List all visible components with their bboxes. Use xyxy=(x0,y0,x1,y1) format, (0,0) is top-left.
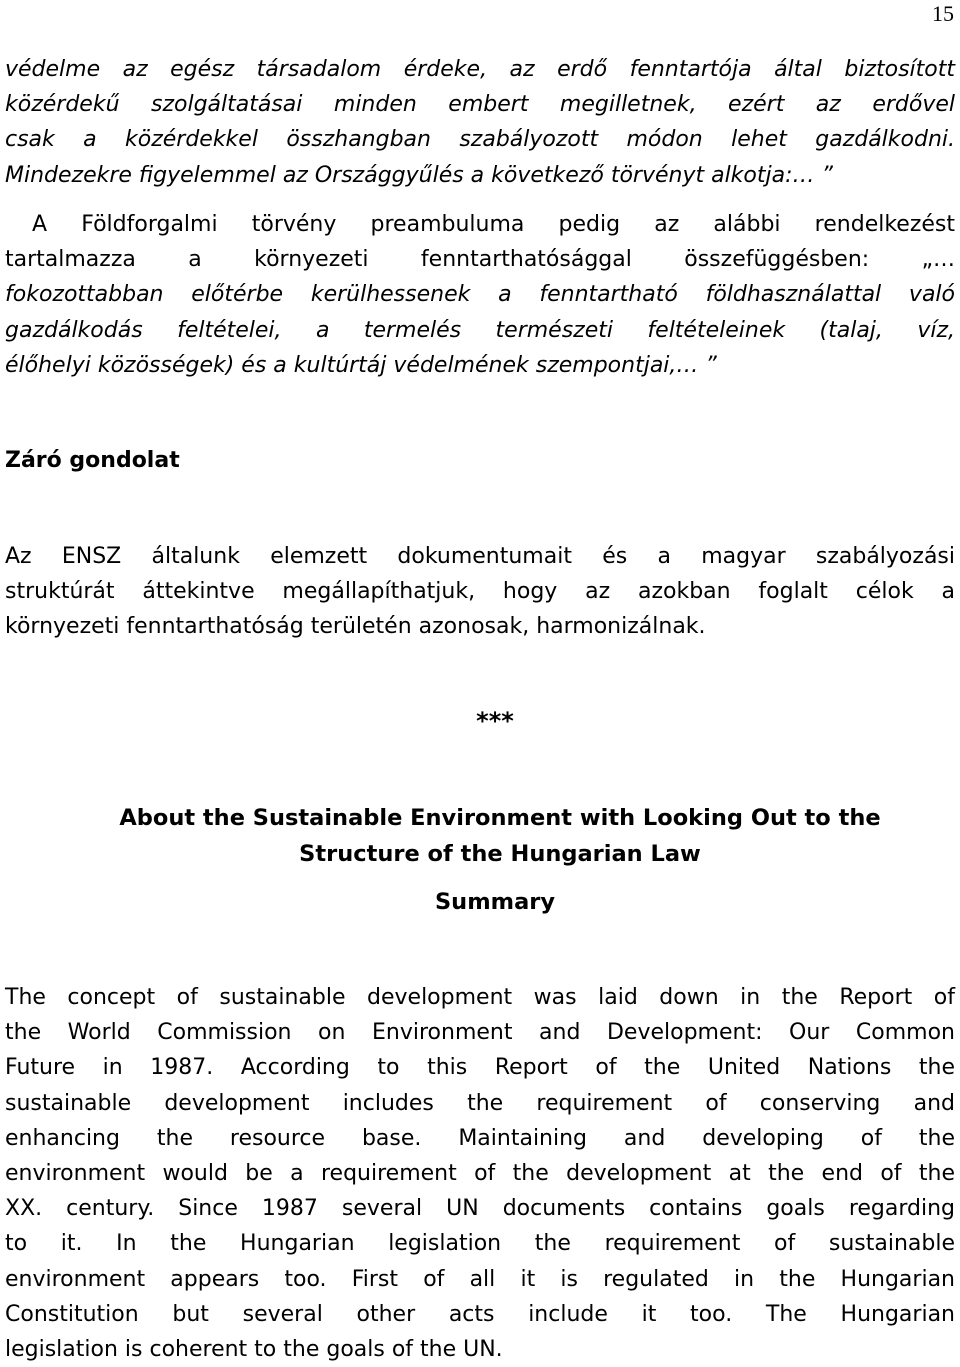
text-line: Constitution but several other acts include it too. The Hungarian xyxy=(5,1301,955,1327)
summary-heading: Summary xyxy=(434,889,556,915)
text-line: élőhelyi közösségek) és a kultúrtáj védelmének szempontjai,… ” xyxy=(5,352,717,378)
text-line: XX. century. Since 1987 several UN documents contains goals regarding xyxy=(5,1196,955,1222)
text-line: The concept of sustainable development was laid down in the Report of xyxy=(5,985,955,1010)
text-line: környezeti fenntarthatóság területén azonosak, harmonizálnak. xyxy=(5,614,706,640)
english-title xyxy=(5,800,960,872)
title-line: Structure of the Hungarian Law xyxy=(299,841,701,867)
text-line: fokozottabban előtérbe kerülhessenek a fenntartható földhasználattal való xyxy=(5,282,955,308)
closing-paragraph xyxy=(5,539,955,645)
text-line: közérdekű szolgáltatásai minden embert megilletnek, ezért az erdővel xyxy=(5,92,955,118)
section-separator: *** xyxy=(476,707,514,735)
text-line: to it. In the Hungarian legislation the requirement of sustainable xyxy=(5,1231,955,1257)
text-line: sustainable development includes the requirement of conserving and xyxy=(5,1090,955,1116)
text-line: Mindezekre figyelemmel az Országgyűlés a következő törvényt alkotja:… ” xyxy=(5,162,833,188)
text-line: legislation is coherent to the goals of the UN. xyxy=(5,1337,503,1363)
quote-paragraph-forest-law xyxy=(5,52,955,193)
text-line: enhancing the resource base. Maintaining and developing of the xyxy=(5,1125,955,1151)
text-line: environment would be a requirement of the development at the end of the xyxy=(5,1161,955,1187)
text-line: A Földforgalmi törvény preambuluma pedig az alábbi rendelkezést xyxy=(32,212,955,237)
text-line: struktúrát áttekintve megállapíthatjuk, hogy az azokban foglalt célok a xyxy=(5,579,955,605)
page-number: 15 xyxy=(932,1,954,26)
text-line: Az ENSZ általunk elemzett dokumentumait és a magyar szabályozási xyxy=(5,544,955,569)
section-heading-closing-thought: Záró gondolat xyxy=(5,448,180,473)
summary-paragraph xyxy=(5,980,955,1367)
text-line: gazdálkodás feltételei, a termelés természeti feltételeinek (talaj, víz, xyxy=(5,317,955,343)
text-line: tartalmazza a környezeti fenntarthatósággal összefüggésben: „… xyxy=(5,247,955,273)
text-line: Future in 1987. According to this Report of the United Nations the xyxy=(5,1055,955,1081)
text-line: environment appears too. First of all it is regulated in the Hungarian xyxy=(5,1266,955,1292)
text-line: the World Commission on Environment and Development: Our Common xyxy=(5,1020,955,1046)
title-line: About the Sustainable Environment with Looking Out to the xyxy=(119,805,881,831)
text-line: csak a közérdekkel összhangban szabályozott módon lehet gazdálkodni. xyxy=(5,127,955,153)
land-law-paragraph xyxy=(5,207,955,383)
text-line: védelme az egész társadalom érdeke, az erdő fenntartója által biztosított xyxy=(5,57,955,82)
